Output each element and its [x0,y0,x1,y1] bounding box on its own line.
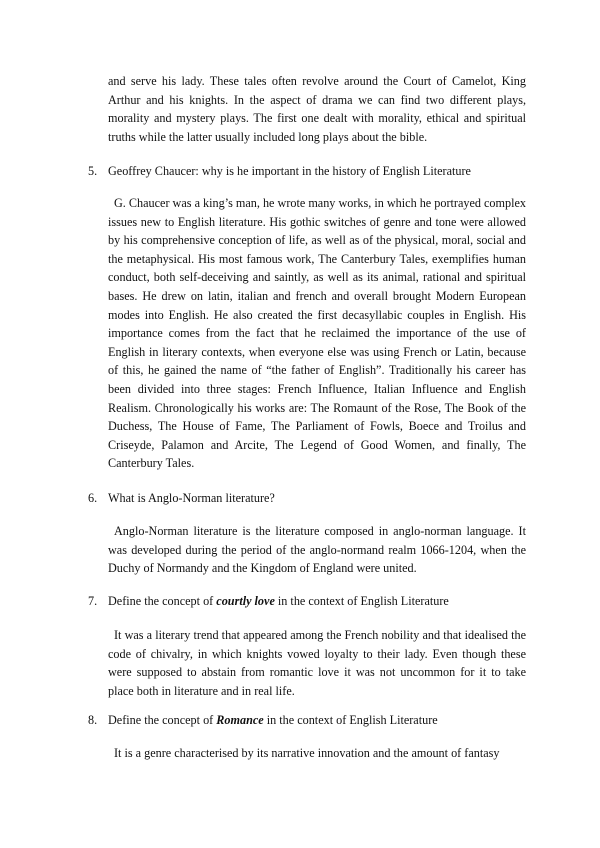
question-text-post: in the context of English Literature [263,713,438,727]
answer-7 [108,626,526,700]
question-text-pre: Define the concept of [108,594,217,608]
answer-text: It was a literary trend that appeared among the French nobility and that idealised the code of chivalry, in which knights vowed loyalty to their lady. Even though these were supposed to abstain from romantic love it was not uncommon for it to take place both in literature and in real life. [108,628,526,698]
question-5 [88,162,528,181]
question-8 [88,711,528,730]
question-text-post: in the context of English Literature [274,594,449,608]
question-text: What is Anglo-Norman literature? [108,491,275,505]
paragraph-intro: and serve his lady. These tales often revolve around the Court of Camelot, King Arthur and his knights. In the aspect of drama we can find two different plays, morality and mystery plays. The first one dealt with morality, ethical and spiritual truths while the latter usually included long plays about the bible. [108,74,526,144]
question-6 [88,489,528,508]
answer-8 [108,744,526,763]
answer-5 [108,194,526,473]
question-text: Geoffrey Chaucer: why is he important in the history of English Literature [108,164,471,178]
question-number: 6. [88,491,98,505]
question-text-pre: Define the concept of [108,713,217,727]
question-7 [88,592,528,611]
question-term: courtly love [216,594,275,608]
question-number: 5. [88,164,98,178]
question-number: 7. [88,594,98,608]
answer-text: It is a genre characterised by its narrative innovation and the amount of fantasy [114,746,500,760]
answer-6 [108,522,526,578]
answer-text: G. Chaucer was a king’s man, he wrote many works, in which he portrayed complex issues new to English literature. His gothic switches of genre and tone were allowed by his comprehensive conception of life, as well as of the physical, moral, social and the metaphysical. His most famous work, The Canterbury Tales, exemplifies human conduct, both self-deceiving and saintly, as well as its animal, rational and spiritual bases. He drew on latin, italian and french and overall brought Modern European modes into English. He also created the first decasyllabic couples in English. His importance comes from the fact that he reclaimed the importance of the use of English in literary contexts, when everyone else was using French or Latin, because of this, he gained the name of “the father of English”. Traditionally his career has been divided into three stages: French Influence, Italian Influence and English Realism. Chronologically his works are: The Romaunt of the Rose, The Book of the Duchess, The House of Fame, The Parliament of Fowls, Boece and Troilus and Criseyde, Palamon and Arcite, The Legend of Good Women, and finally, The Canterbury Tales. [108,196,526,471]
answer-text: Anglo-Norman literature is the literature composed in anglo-norman language. It was developed during the period of the anglo-normand realm 1066-1204, when the Duchy of Normandy and the Kingdom of England were united. [108,524,526,576]
question-number: 8. [88,713,98,727]
question-term: Romance [216,713,264,727]
